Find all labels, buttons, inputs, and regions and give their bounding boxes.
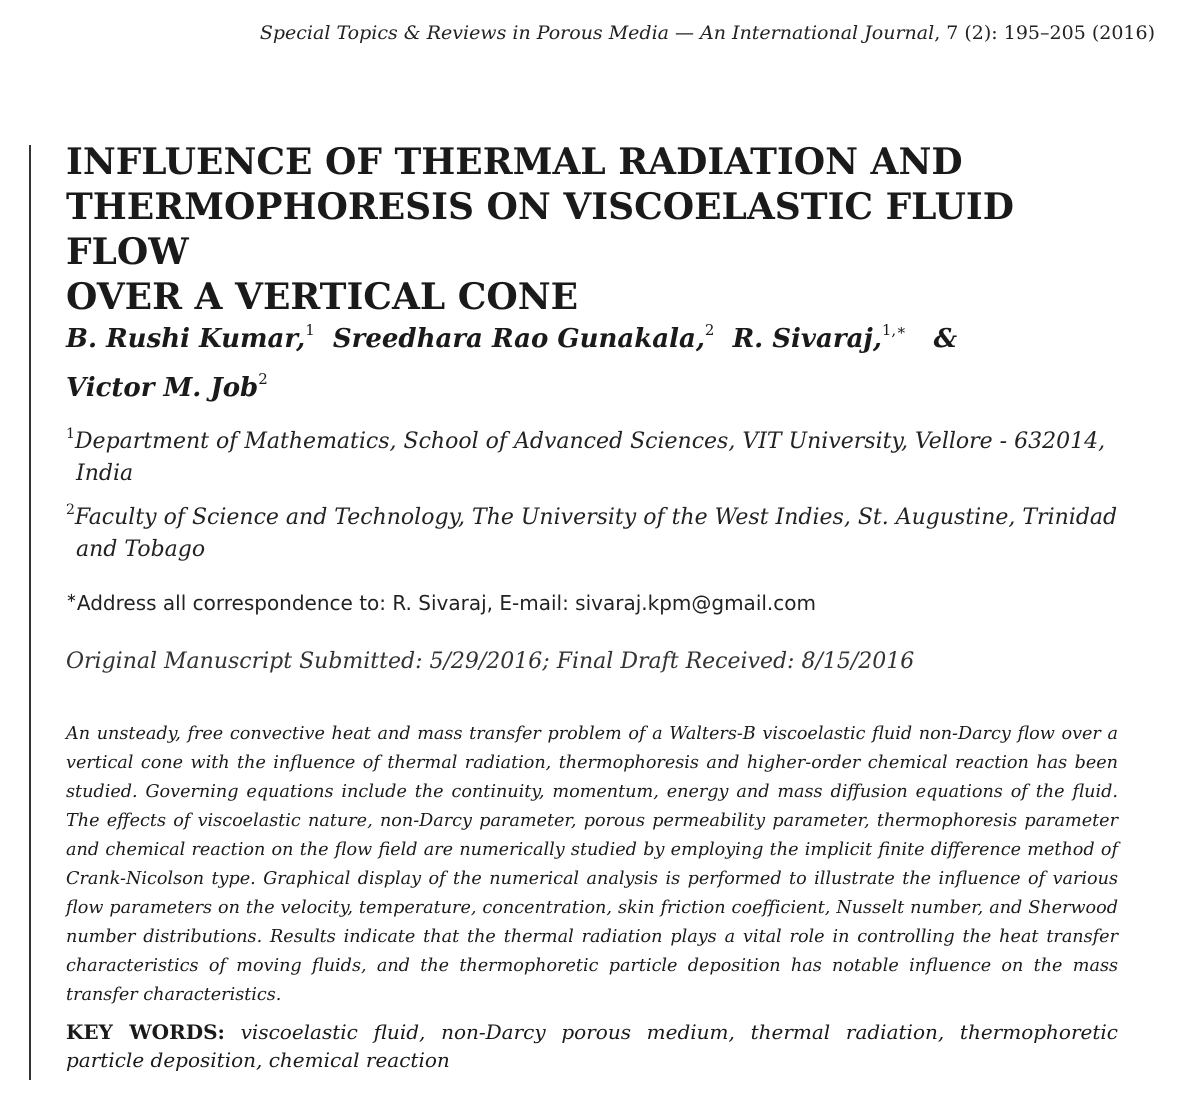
journal-name: Special Topics & Reviews in Porous Media — An International Journal bbox=[259, 22, 935, 44]
journal-header bbox=[260, 22, 1155, 44]
author-affiliation-mark: 1,∗ bbox=[881, 321, 907, 339]
keywords-text: viscoelastic fluid, non-Darcy porous medium, thermal radiation, thermophoretic particle deposition, chemical reaction bbox=[66, 1020, 1119, 1072]
abstract: An unsteady, free convective heat and mass transfer problem of a Walters-B viscoelastic fluid non-Darcy flow over a vertical cone with the influence of thermal radiation, thermophoresis and higher-order chemical reaction has been studied. Governing equations include the continuity, momentum, energy and mass diffusion equations of the fluid. The effects of viscoelastic nature, non-Darcy parameter, porous permeability parameter, thermophoresis parameter and chemical reaction on the flow field are numerically studied by employing the implicit finite difference method of Crank-Nicolson type. Graphical display of the numerical analysis is performed to illustrate the influence of various flow parameters on the velocity, temperature, concentration, skin friction coefficient, Nusselt number, and Sherwood number distributions. Results indicate that the thermal radiation plays a vital role in controlling the heat transfer characteristics of moving fluids, and the thermophoretic particle deposition has notable influence on the mass transfer characteristics. bbox=[66, 724, 1118, 1005]
manuscript-dates: Original Manuscript Submitted: 5/29/2016; Final Draft Received: 8/15/2016 bbox=[66, 649, 915, 674]
affiliation bbox=[66, 418, 1126, 490]
keywords-label: KEY WORDS: bbox=[66, 1020, 225, 1044]
author-name: Victor M. Job bbox=[66, 373, 259, 403]
affiliation-mark: 2 bbox=[66, 502, 75, 518]
correspondence-note bbox=[66, 585, 1146, 617]
title-line: INFLUENCE OF THERMAL RADIATION AND bbox=[66, 141, 963, 183]
title-line: THERMOPHORESIS ON VISCOELASTIC FLUID FLOW bbox=[66, 186, 1014, 273]
author-name: Sreedhara Rao Gunakala, bbox=[332, 324, 705, 354]
correspondence-text: Address all correspondence to: R. Sivaraj, E-mail: sivaraj.kpm@gmail.com bbox=[76, 591, 816, 615]
affiliation-text-continued: and Tobago bbox=[76, 537, 206, 562]
affiliation-mark: 1 bbox=[66, 426, 75, 442]
author-name: R. Sivaraj, bbox=[732, 324, 882, 354]
title-line: OVER A VERTICAL CONE bbox=[66, 276, 579, 318]
paper-title bbox=[66, 140, 1146, 320]
author-affiliation-mark: 2 bbox=[258, 370, 268, 388]
author-affiliation-mark: 1 bbox=[305, 321, 315, 339]
correspondence-mark: ∗ bbox=[66, 591, 77, 606]
left-margin-rule bbox=[29, 145, 31, 1080]
affiliation bbox=[66, 494, 1126, 566]
affiliation-text: Department of Mathematics, School of Advanced Sciences, VIT University, Vellore - 632014, bbox=[74, 429, 1106, 454]
author-affiliation-mark: 2 bbox=[704, 321, 715, 339]
affiliation-text: Faculty of Science and Technology, The University of the West Indies, St. Augustine, Trinidad bbox=[74, 505, 1118, 530]
affiliation-text-continued: India bbox=[76, 461, 134, 486]
author-separator: & bbox=[933, 324, 958, 354]
journal-citation: , 7 (2): 195–205 (2016) bbox=[934, 22, 1155, 44]
keywords bbox=[66, 1018, 1118, 1074]
author-name: B. Rushi Kumar, bbox=[66, 324, 306, 354]
author-list bbox=[66, 310, 1066, 408]
